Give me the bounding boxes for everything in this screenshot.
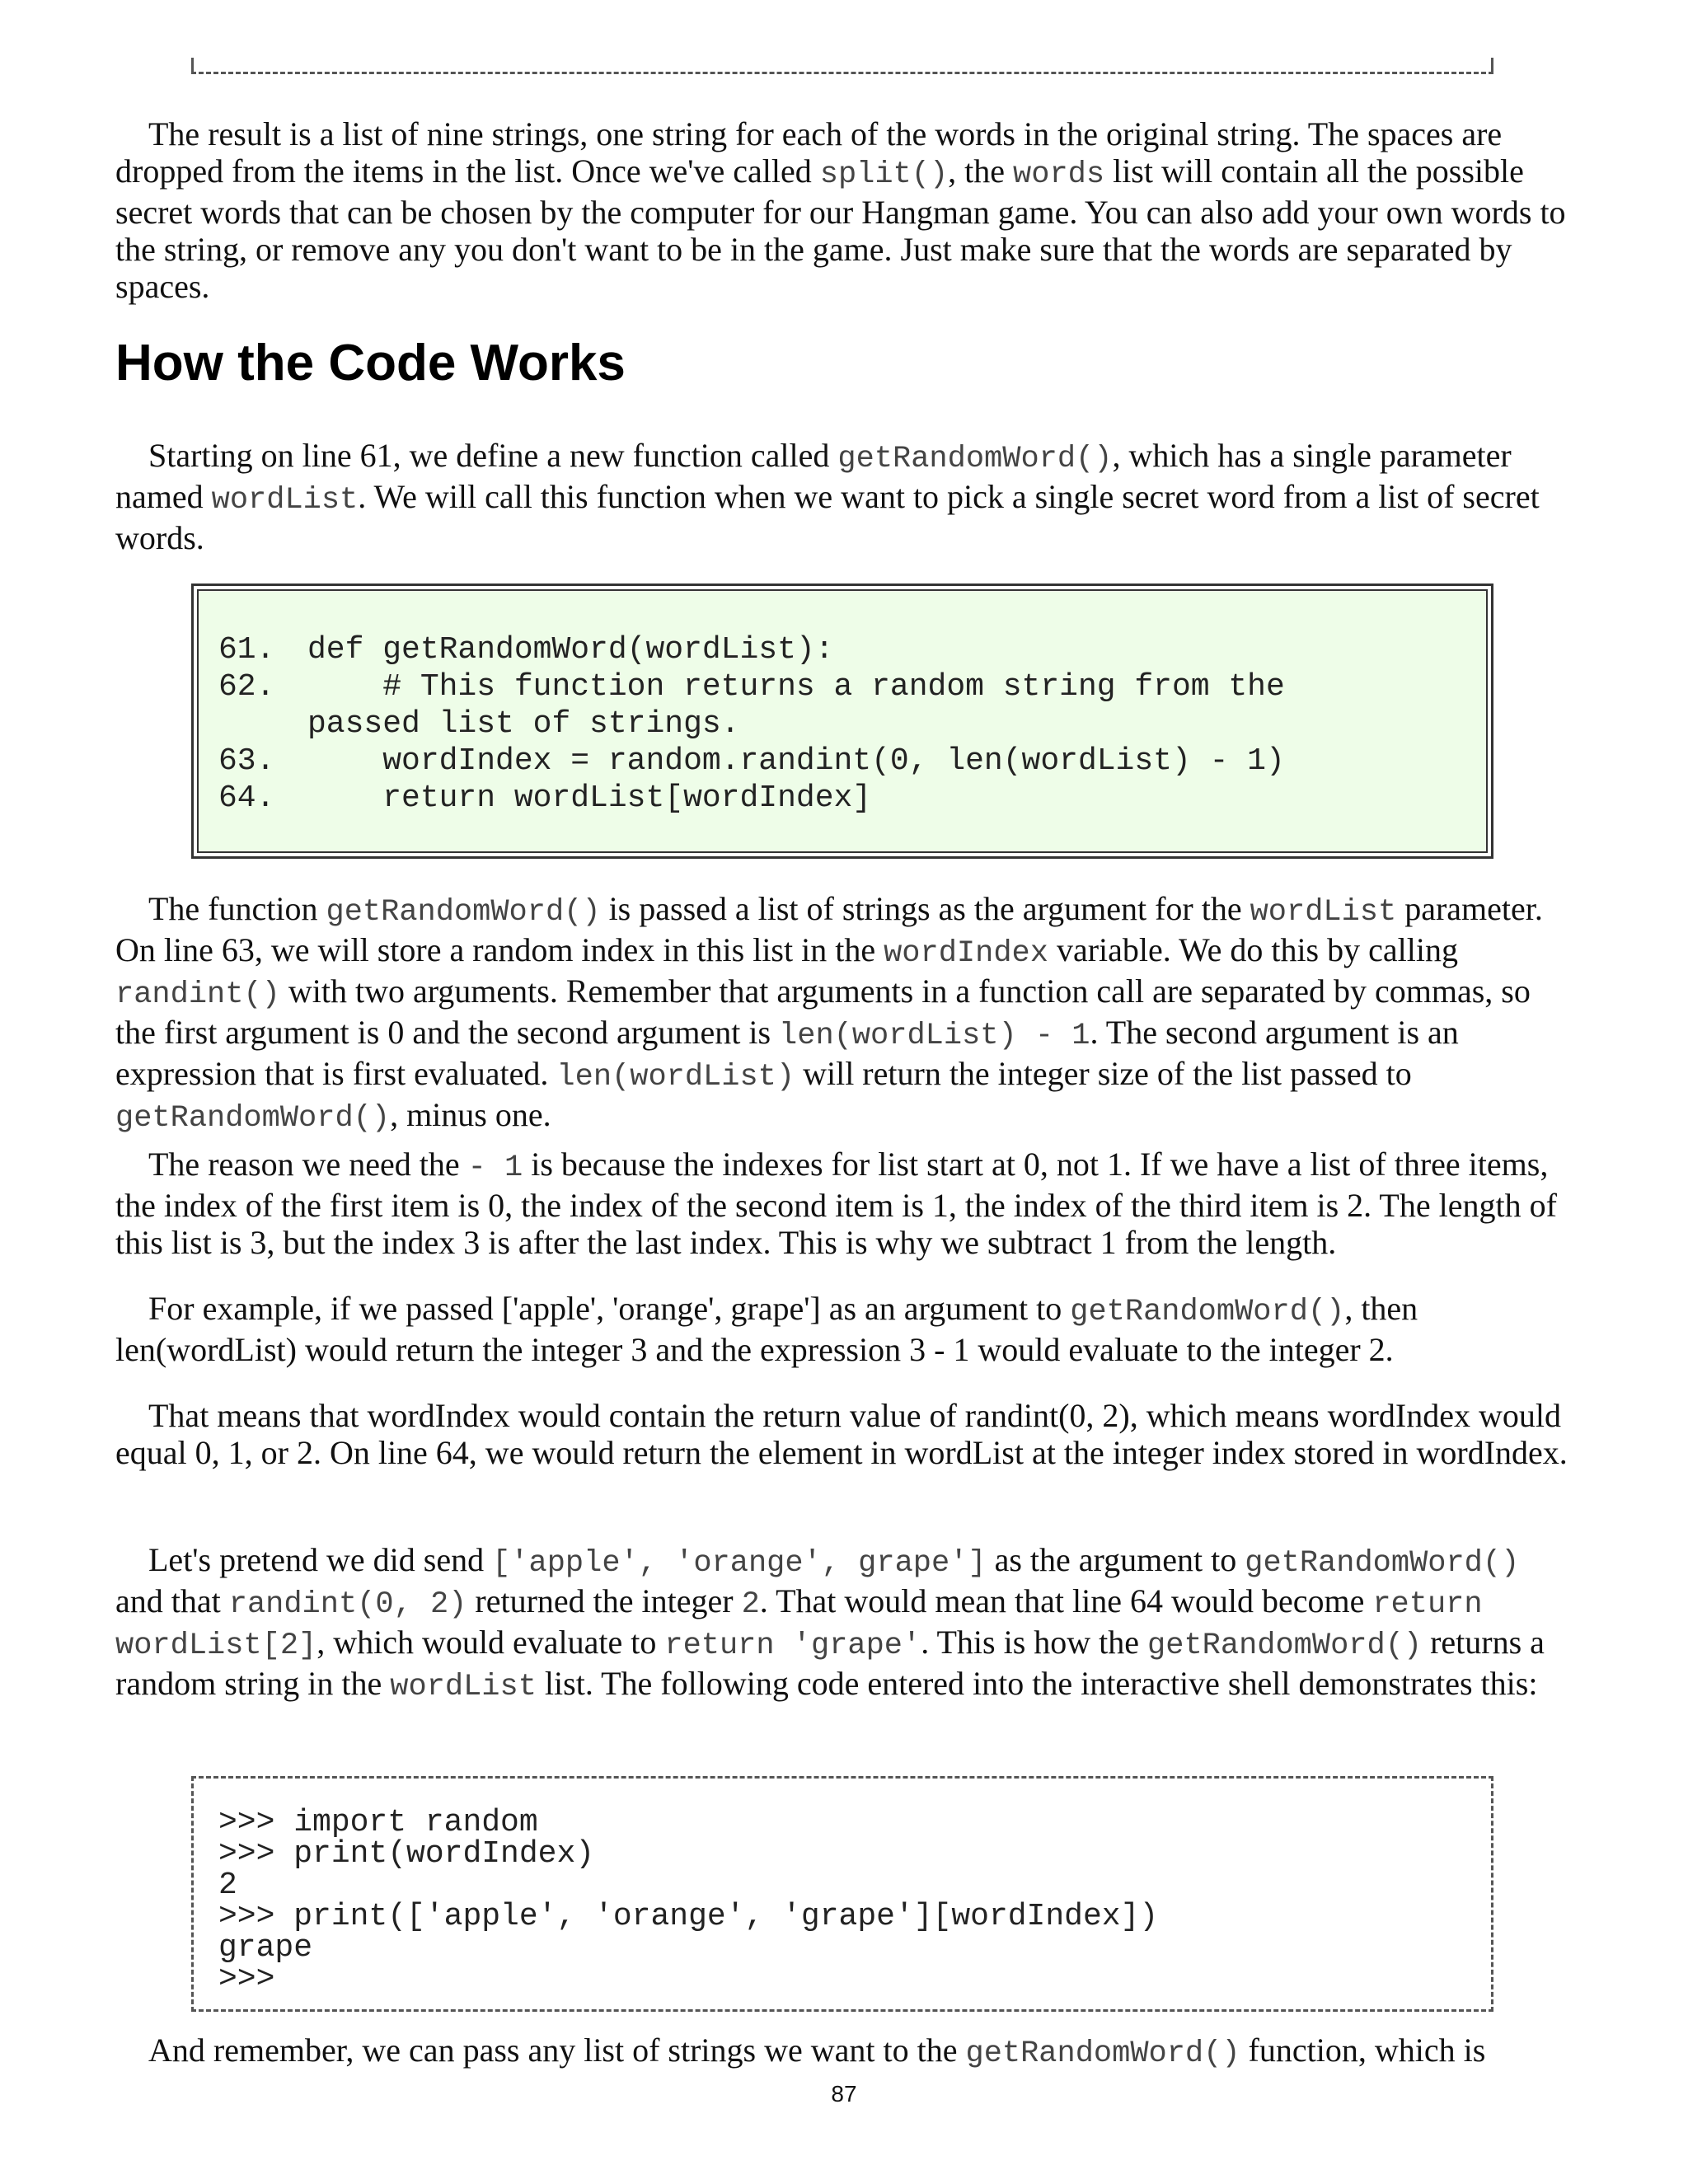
paragraph-function-intro: Starting on line 61, we define a new function called getRandomWord(), which has a single parameter named wordList. We will call this function when we want to pick a single secret word from a list of secret words. bbox=[115, 437, 1540, 556]
interactive-shell-example bbox=[191, 1776, 1493, 2012]
paragraph-word-index: That means that wordIndex would contain the return value of randint(0, 2), which means wordIndex would equal 0, 1, or 2. On line 64, we would return the element in wordList at the integer index stored in wordIndex. bbox=[115, 1397, 1568, 1471]
paragraph-function-explanation: The function getRandomWord() is passed a list of strings as the argument for the wordList parameter. On line 63, we will store a random index in this list in the wordIndex variable. We do this by calling randint() with two arguments. Remember that arguments in a function call are separated by commas, so the first argument is 0 and the second argument is len(wordList) - 1. The second argument is an expression that is first evaluated. len(wordList) will return the integer size of the list passed to getRandomWord(), minus one. bbox=[115, 890, 1543, 1136]
code-line: 64. return wordList[wordIndex] bbox=[218, 780, 872, 816]
code-line: 61. def getRandomWord(wordList): bbox=[218, 632, 834, 668]
code-line: 63. wordIndex = random.randint(0, len(wordList) - 1) bbox=[218, 743, 1285, 779]
paragraph-example: For example, if we passed ['apple', 'orange', grape'] as an argument to getRandomWord(), then len(wordList) would return the integer 3 and the expression 3 - 1 would evaluate to the integer 2. bbox=[115, 1290, 1418, 1368]
section-heading: How the Code Works bbox=[115, 335, 626, 391]
page-number: 87 bbox=[831, 2081, 857, 2107]
shell-line: >>> print(['apple', 'orange', 'grape'][wordIndex]) bbox=[218, 1899, 1159, 1934]
code-line-continuation: passed list of strings. bbox=[307, 706, 740, 742]
code-listing bbox=[191, 583, 1493, 859]
shell-line: >>> bbox=[218, 1961, 275, 1997]
shell-line: >>> import random bbox=[218, 1805, 538, 1840]
paragraph-minus-one: The reason we need the - 1 is because the indexes for list start at 0, not 1. If we have a list of three items, the index of the first item is 0, the index of the second item is 1, the index of the third item is 2. The length of this list is 3, but the index 3 is after the last index. This is why we subtract 1 from the length. bbox=[115, 1146, 1557, 1261]
shell-line: >>> print(wordIndex) bbox=[218, 1836, 595, 1872]
paragraph-split-result: The result is a list of nine strings, one string for each of the words in the original string. The spaces are dropped from the items in the list. Once we've called split(), the words list will contain all the possible secret words that can be chosen by the computer for our Hangman game. You can also add your own words to the string, or remove any you don't want to be in the game. Just make sure that the words are separated by spaces. bbox=[115, 115, 1566, 305]
shell-line: 2 bbox=[218, 1868, 237, 1903]
previous-code-box-bottom bbox=[191, 58, 1493, 74]
code-line: 62. # This function returns a random string from the bbox=[218, 669, 1285, 705]
paragraph-pretend: Let's pretend we did send ['apple', 'orange', grape'] as the argument to getRandomWord() and that randint(0, 2) returned the integer 2. That would mean that line 64 would become return wordList[2], which would evaluate to return 'grape'. This is how the getRandomWord() returns a random string in the wordList list. The following code entered into the interactive shell demonstrates this: bbox=[115, 1541, 1545, 1704]
shell-line: grape bbox=[218, 1930, 313, 1966]
paragraph-remember: And remember, we can pass any list of strings we want to the getRandomWord() function, which is bbox=[148, 2032, 1486, 2071]
